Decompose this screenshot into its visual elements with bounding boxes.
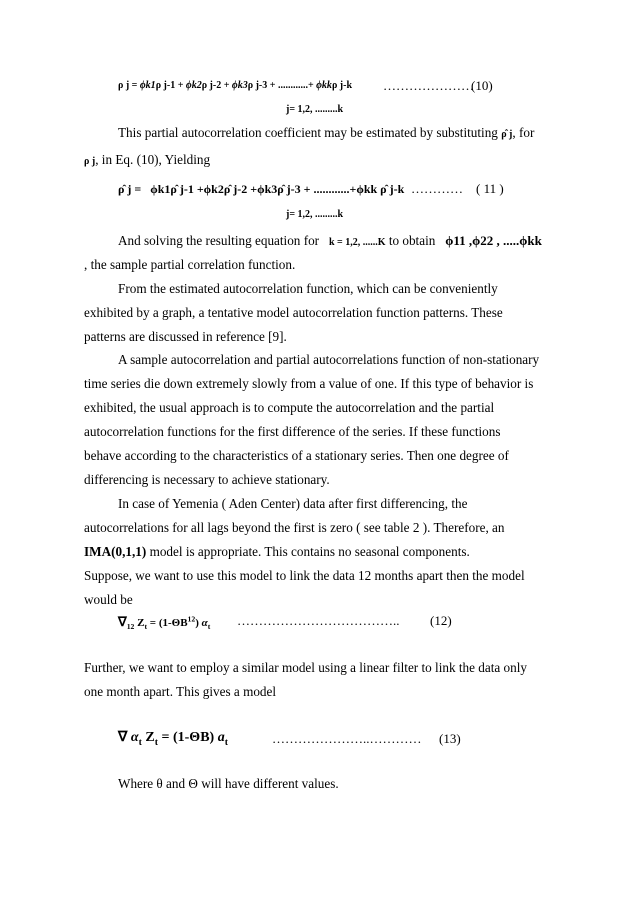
p2-phi-values: ϕ11 ,ϕ22 , .....ϕkk [445,233,542,248]
eq10-lhs: ρ j = [118,80,140,91]
paragraph-yemenia-line3 [84,541,470,563]
paragraph-yemenia-line5: would be [84,592,133,607]
eq13-z: Z [141,730,155,745]
eq12-sup-12: 12 [187,614,196,624]
eq10-dots: ............+ [277,80,314,91]
paragraph-nonstationary-line6: differencing is necessary to achieve stationary. [84,472,330,487]
paragraph-yemenia-line1: In case of Yemenia ( Aden Center) data after first differencing, the [118,496,468,511]
paragraph-nonstationary-line5: behave according to the characteristics of a stationary series. Then one degree of [84,448,509,463]
paragraph-linear-filter-line2: one month apart. This gives a model [84,684,277,699]
p1-text-c: , in Eq. (10), Yielding [95,152,211,167]
equation-13 [118,729,228,746]
p2-text-b: to obtain [388,233,436,248]
eq10-phi-kk: ϕkk [316,80,332,91]
eq12-alpha-sub: t [207,622,211,632]
eq13-alpha: α [130,730,139,745]
eq13-leader: …………………..………… [272,731,422,746]
paragraph-substitution-cont [84,149,210,173]
paragraph-solving-cont: , the sample partial correlation function. [84,257,296,272]
eq10-phi-k2: ϕk2 [185,80,202,91]
nabla-symbol-13: ∇ [118,730,128,745]
eq11-lhs: ρ̂ j = [118,182,142,196]
eq13-a: a [217,730,225,745]
equation-10 [118,80,352,91]
eq13-sub-t: t [154,736,158,748]
p1-text-b: , for [512,125,535,140]
paragraph-where: Where θ and Θ will have different values. [118,776,339,791]
eq11-leader: ………… [411,181,463,196]
paragraph-substitution [118,122,534,146]
eq12-alpha: α [201,617,208,629]
eq10-rho-jk: ρ j-k [331,80,353,91]
p1-text-a: This partial autocorrelation coefficient may be estimated by substituting [118,125,498,140]
eq10-phi-k3: ϕk3 [231,80,248,91]
paragraph-nonstationary-line3: exhibited, the usual approach is to compute the autocorrelation and the partial [84,400,495,415]
nabla-symbol: ∇ [118,614,127,629]
paragraph-nonstationary-line2: time series die down extremely slowly from a value of one. If this type of behavior is [84,376,534,391]
equation-12 [118,614,210,630]
eq10-phi-k1: ϕk1 [139,80,156,91]
eq10-leader: ………………… [383,78,474,93]
eq10-rho-j1: ρ j-1 + [155,80,184,91]
eq13-a-sub: t [224,736,228,748]
p2-text-a: And solving the resulting equation for [118,233,320,248]
eq10-rho-j2: ρ j-2 + [201,80,230,91]
eq12-sub-t: t [144,622,148,632]
eq12-rhs: = (1-ΘB [147,617,188,629]
p2-k-values: k = 1,2, ......K [328,237,386,248]
eq10-range: j= 1,2, .........k [286,104,344,115]
paragraph-nonstationary-line4: autocorrelation functions for the first difference of the series. If these functions [84,424,501,439]
eq10-number: (10) [471,78,493,93]
eq12-number: (12) [430,613,452,628]
p1-rho: ρ j [84,156,96,167]
eq11-number: ( 11 ) [476,181,504,196]
equation-11 [118,182,404,197]
p5-line3-rest: model is appropriate. This contains no seasonal components. [146,544,470,559]
paragraph-estimated-acf-line1: From the estimated autocorrelation function, which can be conveniently [118,281,498,296]
p1-rho-hat: ρ̂ j [501,129,513,140]
paragraph-nonstationary-line1: A sample autocorrelation and partial autocorrelations function of non-stationary [118,352,540,367]
paragraph-solving [118,230,542,254]
eq12-z: Z [134,617,145,629]
paragraph-yemenia-line2: autocorrelations for all lags beyond the first is zero ( see table 2 ). Therefore, an [84,520,505,535]
paragraph-linear-filter-line1: Further, we want to employ a similar model using a linear filter to link the data only [84,660,527,675]
eq11-range: j= 1,2, .........k [286,209,344,220]
eq12-close: ) [195,617,199,629]
model-name: IMA(0,1,1) [84,544,147,559]
paragraph-yemenia-line4: Suppose, we want to use this model to link the data 12 months apart then the model [84,568,525,583]
eq13-number: (13) [439,731,461,746]
eq13-alpha-sub: t [138,736,142,748]
paragraph-estimated-acf-line3: patterns are discussed in reference [9]. [84,329,287,344]
eq12-leader: ……………………………….. [237,613,400,628]
eq13-rhs: = (1-ΘB) [158,730,215,745]
paragraph-estimated-acf-line2: exhibited by a graph, a tentative model autocorrelation function patterns. These [84,305,503,320]
eq11-body: ϕk1ρ̂ j-1 +ϕk2ρ̂ j-2 +ϕk3ρ̂ j-3 + ............+ϕkk ρ̂ j-k [150,182,405,196]
eq10-rho-j3: ρ j-3 + [247,80,276,91]
eq12-sub-12: 12 [126,622,135,632]
